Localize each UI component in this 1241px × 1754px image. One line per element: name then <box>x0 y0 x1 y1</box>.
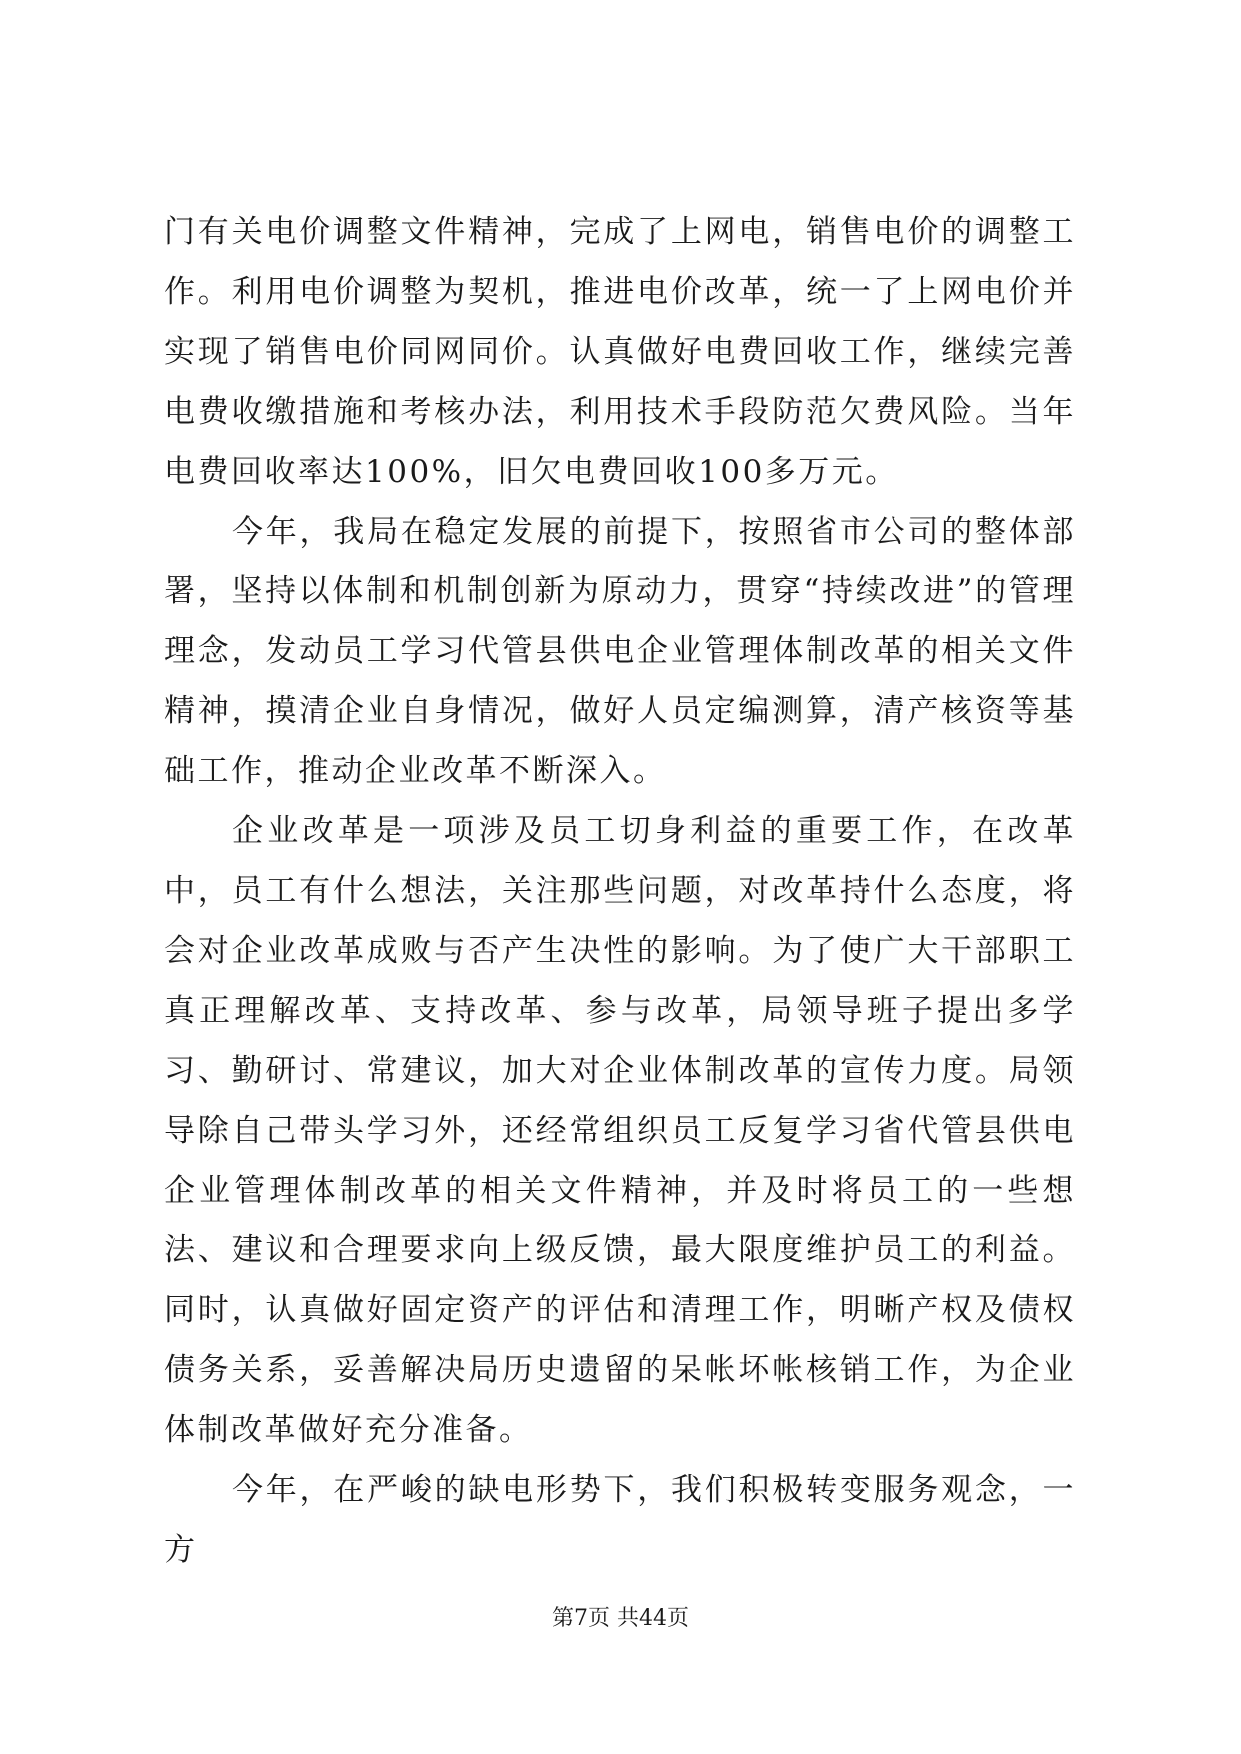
document-body <box>164 203 1076 1581</box>
paragraph-2: 今年，我局在稳定发展的前提下，按照省市公司的整体部署，坚持以体制和机制创新为原动力，贯穿“持续改进”的管理理念，发动员工学习代管县供电企业管理体制改革的相关文件精神，摸清企业自身情况，做好人员定编测算，清产核资等基础工作，推动企业改革不断深入。 <box>164 513 1076 790</box>
paragraph-1: 门有关电价调整文件精神，完成了上网电，销售电价的调整工作。利用电价调整为契机，推进电价改革，统一了上网电价并实现了销售电价同网同价。认真做好电费回收工作，继续完善电费收缴措施和考核办法，利用技术手段防范欠费风险。当年电费回收率达100%，旧欠电费回收100多万元。 <box>164 214 1076 490</box>
page-number-footer: 第7页 共44页 <box>552 1606 689 1631</box>
paragraph-3: 企业改革是一项涉及员工切身利益的重要工作，在改革中，员工有什么想法，关注那些问题，对改革持什么态度，将会对企业改革成败与否产生决性的影响。为了使广大干部职工真正理解改革、支持改革、参与改革，局领导班子提出多学习、勤研讨、常建议，加大对企业体制改革的宣传力度。局领导除自己带头学习外，还经常组织员工反复学习省代管县供电企业管理体制改革的相关文件精神，并及时将员工的一些想法、建议和合理要求向上级反馈，最大限度维护员工的利益。同时，认真做好固定资产的评估和清理工作，明晰产权及债权债务关系，妥善解决局历史遗留的呆帐坏帐核销工作，为企业体制改革做好充分准备。 <box>164 813 1076 1449</box>
paragraph-4: 今年，在严峻的缺电形势下，我们积极转变服务观念，一方 <box>164 1472 1076 1568</box>
